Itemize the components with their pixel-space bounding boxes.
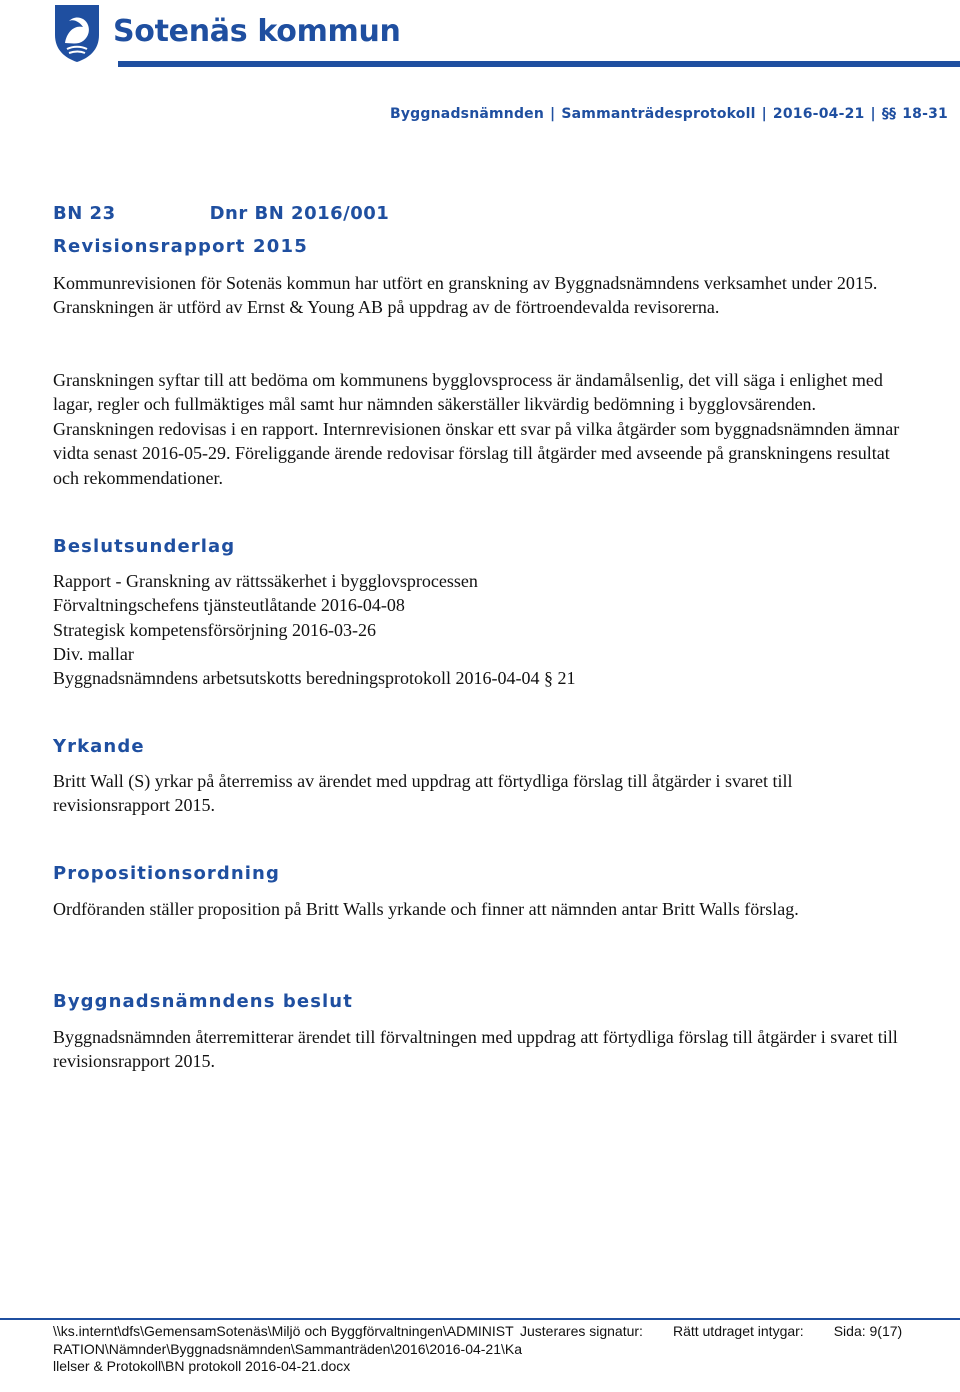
diary-number: Dnr BN 2016/001 xyxy=(209,203,390,224)
list-item: Förvaltningschefens tjänsteutlåtande 2016-04-08 xyxy=(53,595,405,616)
beslut-text: Byggnadsnämnden återremitterar ärendet till förvaltningen med uppdrag att förtydliga förslag till åtgärder i svaret till revisionsrapport 2015. xyxy=(53,1027,898,1072)
section-sign-icon: § xyxy=(881,106,890,122)
org-name: Sotenäs kommun xyxy=(113,13,401,49)
propositionsordning-text: Ordföranden ställer proposition på Britt Walls yrkande och finner att nämnden antar Britt Walls förslag. xyxy=(53,899,799,919)
item-title: Revisionsrapport 2015 xyxy=(53,236,308,257)
list-item: Strategisk kompetensförsörjning 2016-03-26 xyxy=(53,619,376,640)
beslutsunderlag-heading: Beslutsunderlag xyxy=(53,536,236,557)
propositionsordning-heading: Propositionsordning xyxy=(53,863,280,884)
yrkande-heading: Yrkande xyxy=(53,736,145,757)
ratt-utdraget-label: Rätt utdraget intygar: xyxy=(672,1323,804,1339)
list-item: Div. mallar xyxy=(53,643,134,664)
committee-name: Byggnadsnämnden xyxy=(389,106,545,122)
meeting-date: 2016-04-21 xyxy=(772,106,865,122)
yrkande-text: Britt Wall (S) yrkar på återremiss av ärendet med uppdrag att förtydliga förslag till åtgärder i svaret till revisionsrapport 2015. xyxy=(53,771,793,816)
document-header xyxy=(390,106,948,122)
paragraph-range: 18-31 xyxy=(902,106,948,122)
header-separator: | xyxy=(550,106,556,122)
file-path: \\ks.internt\dfs\GemensamSotenäs\Miljö och Byggförvaltningen\ADMINISTRATION\Nämnder\Byggnadsnämnden\Sammanträden\2016\2016-04-21\Kallelser & Protokoll\BN protokoll 2016-04-21.docx xyxy=(53,1323,523,1374)
header-rule xyxy=(118,61,960,67)
page-number: Sida: 9(17) xyxy=(833,1323,903,1339)
beslutsunderlag-list xyxy=(53,569,575,690)
beslut-heading: Byggnadsnämndens beslut xyxy=(53,991,353,1012)
list-item: Byggnadsnämndens arbetsutskotts beredningsprotokoll 2016-04-04 § 21 xyxy=(53,668,576,689)
justerares-signatur-label: Justerares signatur: xyxy=(520,1323,643,1339)
header-separator: | xyxy=(870,106,876,122)
header-separator: | xyxy=(761,106,767,122)
footer-signatures xyxy=(520,1323,902,1341)
list-item: Rapport - Granskning av rättssäkerhet i bygglovsprocessen xyxy=(53,571,478,591)
intro-paragraph: Kommunrevisionen för Sotenäs kommun har utfört en granskning av Byggnadsnämndens verksamhet under 2015. Granskningen är utförd av Ernst & Young AB på uppdrag av de förtroendevalda revisorerna. xyxy=(53,273,878,318)
item-reference xyxy=(53,203,389,224)
document-type: Sammanträdesprotokoll xyxy=(561,106,756,122)
purpose-paragraph: Granskningen syftar till att bedöma om kommunens bygglovsprocess är ändamålsenlig, det vill säga i enlighet med lagar, regler och fullmäktiges mål samt hur nämnden säkerställer likvärdig bedömning i bygglovsärenden. Granskningen redovisas i en rapport. Internrevisionen önskar ett svar på vilka åtgärder som byggnadsnämnden ämnar vidta senast 2016-05-29. Föreliggande ärende redovisar förslag till åtgärder med avseende på granskningens resultat och rekommendationer. xyxy=(53,370,900,488)
coat-of-arms-icon xyxy=(53,3,101,63)
footer-rule xyxy=(0,1318,960,1320)
item-number: BN 23 xyxy=(53,203,116,224)
logo xyxy=(53,3,401,63)
section-sign-icon: § xyxy=(889,106,897,122)
